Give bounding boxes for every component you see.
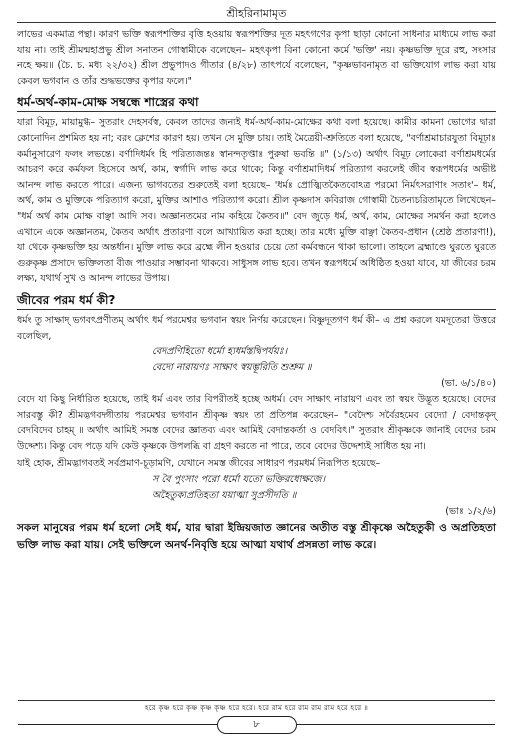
section-heading-2: জীবের পরম ধর্ম কী?	[17, 292, 116, 307]
footer-mantra: হরে কৃষ্ণ হরে কৃষ্ণ কৃষ্ণ কৃষ্ণ হরে হরে। হরে রাম হরে রাম রাম রাম হরে হরে ॥	[144, 703, 369, 712]
paragraph-1: লাভের একমাত্র পন্থা। কারণ ভক্তি স্বরূপশক্তির বৃত্তি হওয়ায় স্বরূপশক্তির দূত মহৎগণের কৃপা ছাড়া কোনো সাধনার মাধ্যমে লাভ করা যায় না। তাই শ্রীমন্মহাপ্রভু শ্রীল সনাতন গোস্বামীকে বলেছেন– মহৎকৃপা বিনা কোনো কর্মে 'ভক্তি' নয়। কৃষ্ণভক্তি দূরে রহু, সংসার নহে ক্ষয়॥ (চৈ. চ. মধ্য ২২/৩২) শ্রীল প্রভুপাদও গীতার (৪/২৮) তাৎপর্যে বলেছেন, "কৃষ্ণভাবনামৃত বা ভক্তিযোগ লাভ করা যায় কেবল ভগবান ও তাঁর শুদ্ধভক্তের কৃপার ফলে।"	[17, 29, 496, 87]
page-header: শ্রীহরিনামামৃত	[226, 7, 287, 20]
section-heading-1: ধর্ম-অর্থ-কাম-মোক্ষ সম্বন্ধে শাস্ত্রের কথা	[17, 95, 199, 110]
verse-line: বেদো নারায়ণঃ সাক্ষাৎ স্বয়ম্ভূরিতি শুশ্রুম ॥	[152, 362, 312, 374]
footer	[18, 697, 495, 713]
verse-block-1	[17, 344, 496, 376]
paragraph-3: ধর্মং তু সাক্ষাদ্ ভগবৎপ্রণীতম্ অর্থাৎ ধর্ম পরমেশ্বর ভগবান স্বয়ং নির্ণয় করেছেন। বিষ্ণুদূতগণ ধর্ম কী– এ প্রশ্ন করলে যমদূতেরা উত্তরে বলেছিল,	[17, 314, 496, 342]
paragraph-2: যারা বিমূঢ়, মায়ামুগ্ধ– সুতরাং দেহসর্বস্ব, কেবল তাদের জন্যই ধর্ম-অর্থ-কাম-মোক্ষের কথা বলা হয়েছে। কামীর কামনা ভোগের দ্বারা কোনোদিন প্রশমিত হয় না; বরং ক্লেশের কারণ হয়। তখন সে মুক্তি চায়। তাই মৈত্রেয়ী-শ্রুতিতে বলা হয়েছে, "বর্ণাশ্রমাচারযুতা বিমূঢ়াঃ কর্মানুসারেণ ফলং লভন্তে। বর্ণাদিধর্মং হি পরিত্যজন্তঃ স্বানন্দতৃপ্তাঃ পুরুষা ভবন্তি ॥" (১/১৩) অর্থাৎ বিমূঢ় লোকেরা বর্ণাশ্রমধর্মের আচরণ করে কর্মফল হিসেবে অর্থ, কাম, স্বর্গাদি লাভ করে থাকে; কিন্তু বর্ণাশ্রমাদিধর্ম পরিত্যাগ করলেই জীব স্বরূপধর্মের অভীষ্ট আনন্দ লাভ করতে পারে। এজন্য ভাগবতের শুরুতেই বলা হয়েছে– 'ধর্মঃ প্রোজ্ঝিতকৈতবোঽত্র পরমো নির্মৎসরাণাং সতাং'– ধর্ম, অর্থ, কাম ও মুক্তিকে পরিত্যাগ করো, মুক্তির আশাও পরিত্যাগ করো। শ্রীল কৃষ্ণদাস কবিরাজ গোস্বামী চৈতন্যচরিতামৃতে লিখেছেন– "ধর্ম অর্থ কাম মোক্ষ বাঞ্ছা আদি সব। অজ্ঞানতমের নাম কহিয়ে কৈতব॥" বেদ জুড়ে ধর্ম, অর্থ, কাম, মোক্ষের সমর্থন করা হলেও এখানে একে অজ্ঞানতম, কৈতব অর্থাৎ প্রতারণা বলে আখ্যায়িত করা হচ্ছে। তার মধ্যে মুক্তি বাঞ্ছা কৈতব-প্রধান (শ্রেষ্ঠ প্রতারণা!), যা থেকে কৃষ্ণভক্তি হয় অন্তর্ধান। মুক্তি লাভ করে ব্রহ্মে লীন হওয়ার চেয়ে তো কর্মবন্ধনে থাকা ভালো। তাহলে ব্রহ্মাণ্ডে ঘুরতে ঘুরতে গুরুকৃষ্ণ প্রসাদে ভক্তিলতা বীজ পাওয়ার সম্ভাবনা থাকবে। সাধুসঙ্গ লাভ হবে। তখন স্বরূপধর্মে অধিষ্ঠিত হওয়া যাবে, যা জীবের চরম লক্ষ্য, যথার্থ সুখ ও আনন্দ লাভের উপায়।	[17, 117, 496, 285]
section-rule-1	[17, 111, 496, 112]
verse-block-2	[17, 472, 496, 504]
verse-line: স বৈ পুংসাং পরো ধর্মো যতো ভক্তিরধোক্ষজে।	[152, 474, 326, 486]
conclusion-paragraph: সকল মানুষের পরম ধর্ম হলো সেই ধর্ম, যার দ্বারা ইন্দ্রিয়জাত জ্ঞানের অতীত বস্তু শ্রীকৃষ্ণে অহৈতুকী ও অপ্রতিহতা ভক্তি লাভ করা যায়। সেই ভক্তিলে অনর্থ-নিবৃত্তি হয়ে আত্মা যথার্থ প্রসন্নতা লাভ করে।	[17, 522, 496, 552]
verse-line: বেদপ্রণিহিতো ধর্মো হ্যধর্মস্তদ্বিপর্যয়ঃ।	[152, 346, 288, 358]
verse-reference-2: (ভাঃ ১/২/৬)	[445, 506, 496, 518]
paragraph-5: যাই হোক, শ্রীমদ্ভাগবতই সর্বপ্রমাণ-চূড়ামণি, যেখানে সমস্ত জীবের সাধারণ পরমধর্ম নিরূপিত হয়েছে–	[17, 458, 381, 470]
section-rule-2	[17, 309, 496, 310]
verse-reference-1: (ভা. ৬/১/৪০)	[441, 378, 496, 390]
footer-rule	[18, 700, 495, 701]
paragraph-4: বেদে যা কিছু নির্ধারিত হয়েছে, তাই ধর্ম এবং তার বিপরীতই হচ্ছে অধর্ম। বেদ সাক্ষাৎ নারায়ণ এবং তা স্বয়ং উদ্ভূত হয়েছে। বেদের সারবস্তু কী? শ্রীমদ্ভগবদ্গীতায় পরমেশ্বর ভগবান শ্রীকৃষ্ণ স্বয়ং তা প্রতিপন্ন করেছেন– "বেদৈশ্চ সর্বৈরহমেব বেদ্যো / বেদান্তকৃদ্ বেদবিদেব চাহম্ ॥ অর্থাৎ আমিই সমস্ত বেদের জ্ঞাতব্য এবং আমিই বেদান্তকর্তা ও বেদবিৎ।" সুতরাং শ্রীকৃষ্ণকে জানাই বেদের চরম উদ্দেশ্য। কিন্তু বেদ পড়ে যদি কেউ কৃষ্ণকে উপলব্ধি বা গ্রহণ করতে না পারে, তবে বেদের উদ্দেশ্যই সাধিত হয় না।	[17, 394, 496, 452]
verse-line: অহৈতুক্যপ্রতিহতা যয়াত্মা সুপ্রসীদতি ॥	[152, 490, 297, 502]
page-number: ৮	[217, 716, 297, 734]
